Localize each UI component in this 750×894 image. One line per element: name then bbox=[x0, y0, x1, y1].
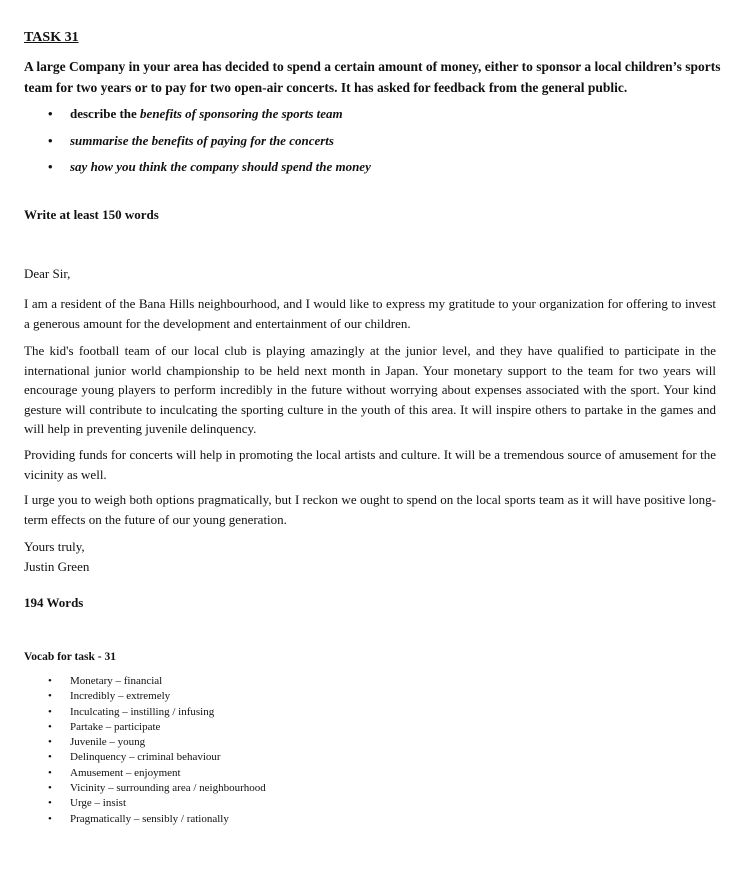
vocab-item: • Vicinity – surrounding area / neighbourhood bbox=[48, 782, 266, 795]
task-bullet-list bbox=[48, 104, 708, 184]
vocab-item: • Juvenile – young bbox=[48, 736, 146, 749]
vocab-item: • Inculcating – instilling / infusing bbox=[48, 705, 215, 718]
letter-salutation: Dear Sir, bbox=[24, 266, 71, 281]
bullet-icon: • bbox=[48, 690, 52, 703]
task-bullet: • summarise the benefits of paying for the concerts bbox=[48, 131, 708, 158]
task-bullet: • say how you think the company should spend the money bbox=[48, 157, 708, 184]
bullet-icon: • bbox=[48, 720, 52, 733]
bullet-icon: • bbox=[48, 132, 53, 148]
letter-paragraph: I am a resident of the Bana Hills neighbourhood, and I would like to express my gratitude to your organization for offering to invest a generous amount for the development and entertainment of our children. bbox=[24, 296, 716, 331]
task-prompt: A large Company in your area has decided to spend a certain amount of money, either to sponsor a local children’s sports team for two years or to pay for two open-air concerts. It has asked for feedback from the general public. bbox=[24, 59, 721, 95]
vocab-item: • Partake – participate bbox=[48, 720, 161, 733]
vocab-item: • Incredibly – extremely bbox=[48, 690, 171, 703]
vocab-item: • Pragmatically – sensibly / rationally bbox=[48, 812, 229, 825]
letter-paragraph: Providing funds for concerts will help in promoting the local artists and culture. It will be a tremendous source of amusement for the vicinity as well. bbox=[24, 447, 716, 482]
vocab-item: • Delinquency – criminal behaviour bbox=[48, 751, 221, 764]
task-bullet: • describe the benefits of sponsoring the sports team bbox=[48, 104, 708, 131]
bullet-icon: • bbox=[48, 159, 53, 174]
bullet-icon: • bbox=[48, 736, 52, 749]
vocab-title: Vocab for task - 31 bbox=[24, 651, 117, 663]
letter-paragraph: I urge you to weigh both options pragmatically, but I reckon we ought to spend on the local sports team as it will have positive long-term effects on the future of our young generation. bbox=[24, 492, 716, 527]
bullet-icon: • bbox=[48, 705, 52, 718]
task-title: TASK 31 bbox=[24, 30, 79, 45]
bullet-icon: • bbox=[48, 812, 52, 825]
word-requirement: Write at least 150 words bbox=[24, 207, 159, 222]
bullet-icon: • bbox=[48, 751, 52, 764]
letter-paragraph: The kid's football team of our local club is playing amazingly at the junior level, and they have qualified to participate in the international junior world championship to be held next month in Japan. Your monetary support to the team for two years will encourage young players to perform incredibly in the future without worrying about expenses associated with the sport. Your kind gesture will contribute to inculcating the sporting culture in the youth of this area. It will inspire others to partake in the games and will help in preventing juvenile delinquency. bbox=[24, 343, 716, 436]
vocab-item: • Urge – insist bbox=[48, 797, 127, 810]
vocab-item: • Monetary – financial bbox=[48, 675, 163, 687]
bullet-icon: • bbox=[48, 797, 52, 810]
vocab-list bbox=[48, 674, 548, 827]
letter-signature: Justin Green bbox=[24, 559, 90, 574]
word-count: 194 Words bbox=[24, 595, 84, 610]
letter-closing: Yours truly, bbox=[24, 539, 85, 554]
bullet-icon: • bbox=[48, 766, 52, 779]
bullet-icon: • bbox=[48, 106, 53, 121]
bullet-icon: • bbox=[48, 782, 52, 795]
bullet-icon: • bbox=[48, 675, 52, 687]
vocab-item: • Amusement – enjoyment bbox=[48, 766, 181, 779]
